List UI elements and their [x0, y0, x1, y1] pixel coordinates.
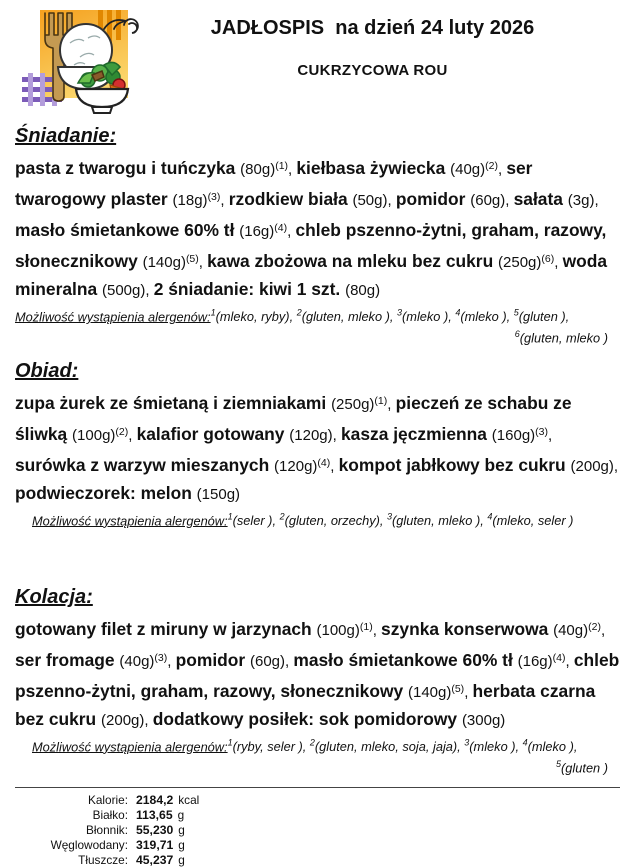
nutrition-row [15, 853, 635, 868]
meal-section-obiad [15, 360, 620, 529]
nutrition-unit: g [178, 823, 185, 838]
nutrition-unit: g [178, 838, 185, 853]
meal-section-kolacja [15, 586, 620, 777]
meal-items-paragraph: zupa żurek ze śmietaną i ziemniakami $(250g)^{(1)}$, pieczeń ze schabu ze śliwką $(100g)^{(2)}$, kalafior gotowany (120g), kasza jęczmienna $(160g)^{(3)}$, surówka z warzyw mieszanych $(120g)^{(4)}$, kompot jabłkowy bez cukru (200g), podwieczorek: melon (150g) [15, 392, 619, 503]
allergen-note [32, 509, 620, 529]
nutrition-row [15, 823, 635, 838]
allergen-label: Możliwość wystąpienia alergenów: [32, 512, 228, 528]
meals [15, 125, 620, 776]
nutrition-label: Tłuszcze: [78, 853, 128, 868]
allergen-note [15, 305, 620, 325]
title-block [140, 5, 635, 79]
meal-section-sniadanie [15, 125, 620, 347]
nutrition-row [15, 793, 635, 808]
meal-heading: Śniadanie: [15, 125, 117, 147]
nutrition-value: 113,65 [136, 808, 173, 823]
allergen-entries: $^1$(ryby, seler ), $^2$(gluten, mleko, soja, jaja), $^3$(mleko ), $^4$(mleko ), [227, 737, 578, 755]
nutrition-value: 55,230 [136, 823, 174, 838]
nutrition-unit: g [178, 853, 185, 868]
diet-name-subtitle: CUKRZYCOWA ROU [297, 62, 448, 79]
meal-items-paragraph: gotowany filet z miruny w jarzynach $(100g)^{(1)}$, szynka konserwowa $(40g)^{(2)}$, ser fromage $(40g)^{(3)}$, pomidor (60g), masło śmietankowe 60% tł $(16g)^{(4)}$, chleb pszenno-żytni, graham, razowy, słonecznikowy $(140g)^{(5)}$, herbata czarna bez cukru (200g), dodatkowy posiłek: sok pomidorowy (300g) [15, 618, 620, 729]
meal-items-paragraph: pasta z twarogu i tuńczyka $(80g)^{(1)}$, kiełbasa żywiecka $(40g)^{(2)}$, ser twarogowy plaster $(18g)^{(3)}$, rzodkiew biała (50g), pomidor (60g), sałata (3g), masło śmietankowe 60% tł $(16g)^{(4)}$, chleb pszenno-żytni, graham, razowy, słonecznikowy $(140g)^{(5)}$, kawa zbożowa na mleku bez cukru $(250g)^{(6)}$, woda mineralna (500g), 2 śniadanie: kiwi 1 szt. (80g) [15, 158, 608, 299]
nutrition-row [15, 808, 635, 823]
allergen-note [32, 735, 620, 755]
meal-clipart-icon [18, 5, 140, 119]
nutrition-unit: kcal [178, 793, 200, 808]
allergen-entries: $^1$(mleko, ryby), $^2$(gluten, mleko ), $^3$(mleko ), $^4$(mleko ), $^5$(gluten ), [210, 308, 570, 325]
divider-line [15, 787, 620, 788]
nutrition-value: 319,71 [136, 838, 174, 853]
allergen-entries: $^1$(seler ), $^2$(gluten, orzechy), $^3$(gluten, mleko ), $^4$(mleko, seler ) [227, 511, 574, 528]
nutrition-table [15, 793, 635, 868]
nutrition-label: Białko: [92, 808, 128, 823]
document-header [0, 0, 635, 119]
allergen-label: Możliwość wystąpienia alergenów: [15, 309, 211, 325]
allergen-overflow-line: $^6$(gluten, mleko ) [514, 329, 608, 346]
allergen-label: Możliwość wystąpienia alergenów: [32, 739, 228, 755]
meal-heading: Obiad: [15, 359, 79, 382]
nutrition-label: Błonnik: [86, 823, 128, 838]
page-title: JADŁOSPIS na dzień 24 luty 2026 [210, 17, 535, 39]
nutrition-label: Węglowodany: [50, 838, 128, 853]
nutrition-value: 2184,2 [136, 793, 174, 808]
nutrition-unit: g [177, 808, 185, 823]
nutrition-row [15, 838, 635, 853]
allergen-overflow-line: $^5$(gluten ) [556, 759, 608, 776]
meal-heading: Kolacja: [15, 585, 93, 608]
nutrition-value: 45,237 [136, 853, 174, 868]
nutrition-label: Kalorie: [88, 793, 128, 808]
